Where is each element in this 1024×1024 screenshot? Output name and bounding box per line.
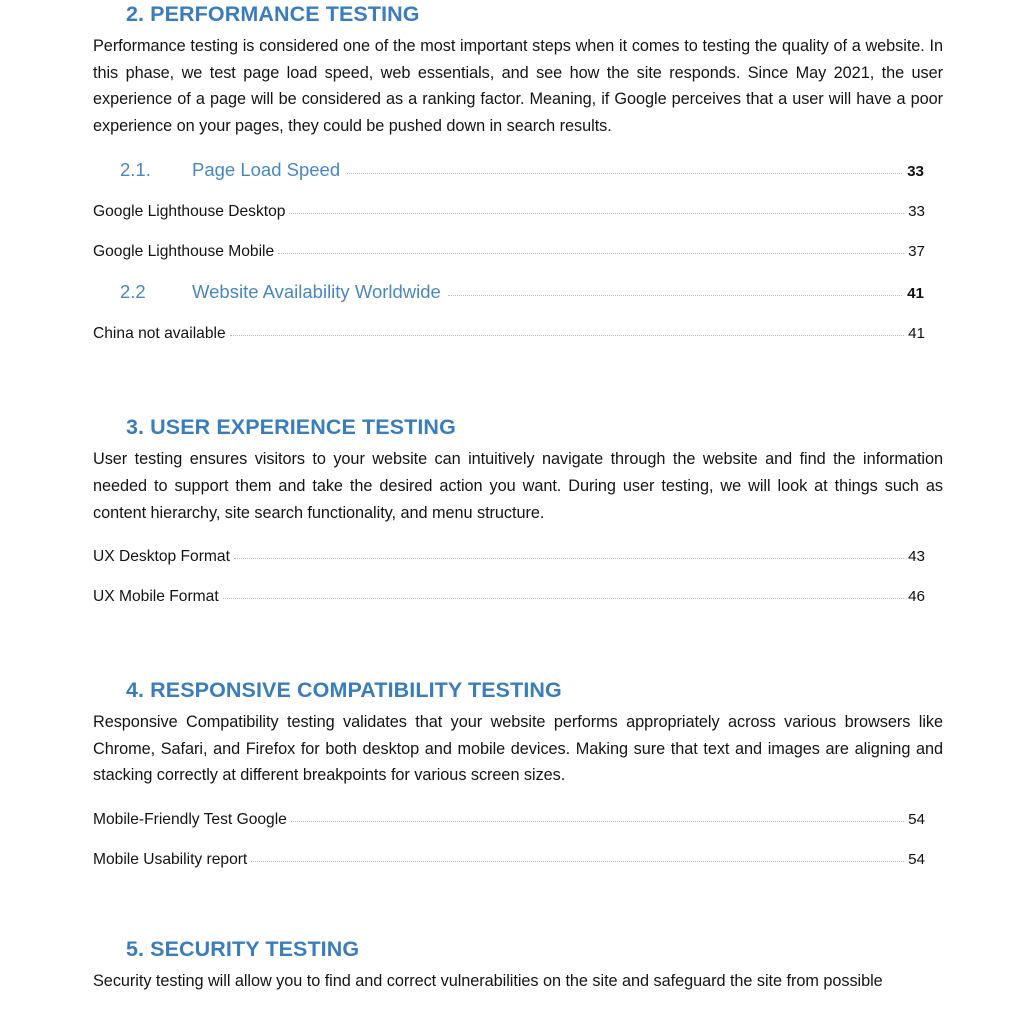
toc-entry-label: Mobile Usability report: [93, 850, 248, 868]
section-title: PERFORMANCE TESTING: [150, 2, 420, 26]
section-user-experience-testing: [93, 413, 943, 606]
toc-entry-page-load-speed[interactable]: [93, 159, 943, 181]
section-responsive-compatibility-testing: [93, 676, 943, 869]
toc-entry-mobile-usability-report[interactable]: [93, 851, 943, 869]
toc-entry-number: 2.1.: [120, 159, 151, 181]
toc-entry-label: Mobile-Friendly Test Google: [93, 810, 287, 828]
toc-entry-google-lighthouse-desktop[interactable]: [93, 203, 943, 221]
toc-entry-page-number: 41: [908, 325, 925, 343]
section-heading: [126, 0, 943, 29]
toc-entry-label: Page Load Speed: [192, 159, 341, 181]
dotted-leader: [278, 253, 904, 254]
toc-entry-label: Website Availability Worldwide: [192, 281, 441, 303]
toc-entry-ux-mobile-format[interactable]: [93, 588, 943, 606]
section-paragraph: Security testing will allow you to find and correct vulnerabilities on the site and safeguard the site from possible: [93, 972, 883, 990]
section-paragraph: Responsive Compatibility testing validates that your website performs appropriately across various browsers like Chrome, Safari, and Firefox for both desktop and mobile devices. Making sure that text and images are aligning and stacking correctly at different breakpoints for various screen sizes.: [93, 713, 943, 785]
section-title: RESPONSIVE COMPATIBILITY TESTING: [150, 678, 562, 703]
toc-entry-label: Google Lighthouse Desktop: [93, 203, 286, 221]
toc-entry-page-number: 37: [908, 243, 925, 261]
dotted-leader: [347, 173, 902, 174]
dotted-leader: [230, 335, 904, 336]
toc-entry-label: Google Lighthouse Mobile: [93, 243, 275, 261]
dotted-leader: [251, 861, 904, 862]
toc-entry-page-number: 43: [908, 548, 925, 566]
section-number: 5.: [126, 936, 145, 961]
section-spacer: [93, 343, 943, 413]
section-number: 3.: [126, 415, 145, 440]
section-spacer: [93, 606, 943, 676]
dotted-leader: [223, 598, 904, 599]
toc-entry-label: UX Desktop Format: [93, 548, 230, 566]
section-security-testing: [93, 935, 943, 995]
dotted-leader: [291, 821, 904, 822]
toc-entry-page-number: 33: [908, 203, 925, 221]
toc-entry-google-lighthouse-mobile[interactable]: [93, 243, 943, 261]
section-title: SECURITY TESTING: [150, 936, 360, 961]
toc-entry-page-number: 46: [908, 588, 925, 606]
section-spacer: [93, 869, 943, 935]
toc-entry-number: 2.2: [120, 281, 146, 303]
toc-entry-label: UX Mobile Format: [93, 588, 219, 606]
section-heading: [126, 413, 943, 442]
section-heading: [126, 935, 943, 964]
dotted-leader: [234, 558, 904, 559]
toc-entry-page-number: 54: [908, 850, 925, 868]
toc-entry-china-not-available[interactable]: [93, 325, 943, 343]
toc-entry-website-availability-worldwide[interactable]: [93, 281, 943, 303]
section-title: USER EXPERIENCE TESTING: [150, 415, 456, 440]
toc-entry-page-number: 33: [907, 163, 924, 181]
toc-entry-page-number: 54: [908, 810, 925, 828]
section-paragraph: User testing ensures visitors to your website can intuitively navigate through the website and find the information needed to support them and take the desired action you want. During user testing, we will look at things such as content hierarchy, site search functionality, and menu structure.: [93, 450, 943, 522]
section-performance-testing: [93, 0, 943, 343]
toc-entry-ux-desktop-format[interactable]: [93, 548, 943, 566]
toc-entry-page-number: 41: [907, 285, 924, 303]
toc-entry-label: China not available: [93, 325, 226, 343]
dotted-leader: [289, 213, 904, 214]
section-number: 2.: [126, 2, 145, 26]
section-heading: [126, 676, 943, 705]
toc-entry-mobile-friendly-test-google[interactable]: [93, 811, 943, 829]
section-number: 4.: [126, 678, 145, 703]
section-paragraph: Performance testing is considered one of the most important steps when it comes to testing the quality of a website. In this phase, we test page load speed, web essentials, and see how the site responds. Since May 2021, the user experience of a page will be considered as a ranking factor. Meaning, if Google perceives that a user will have a poor experience on your pages, they could be pushed down in search results.: [93, 37, 943, 135]
dotted-leader: [448, 295, 902, 296]
